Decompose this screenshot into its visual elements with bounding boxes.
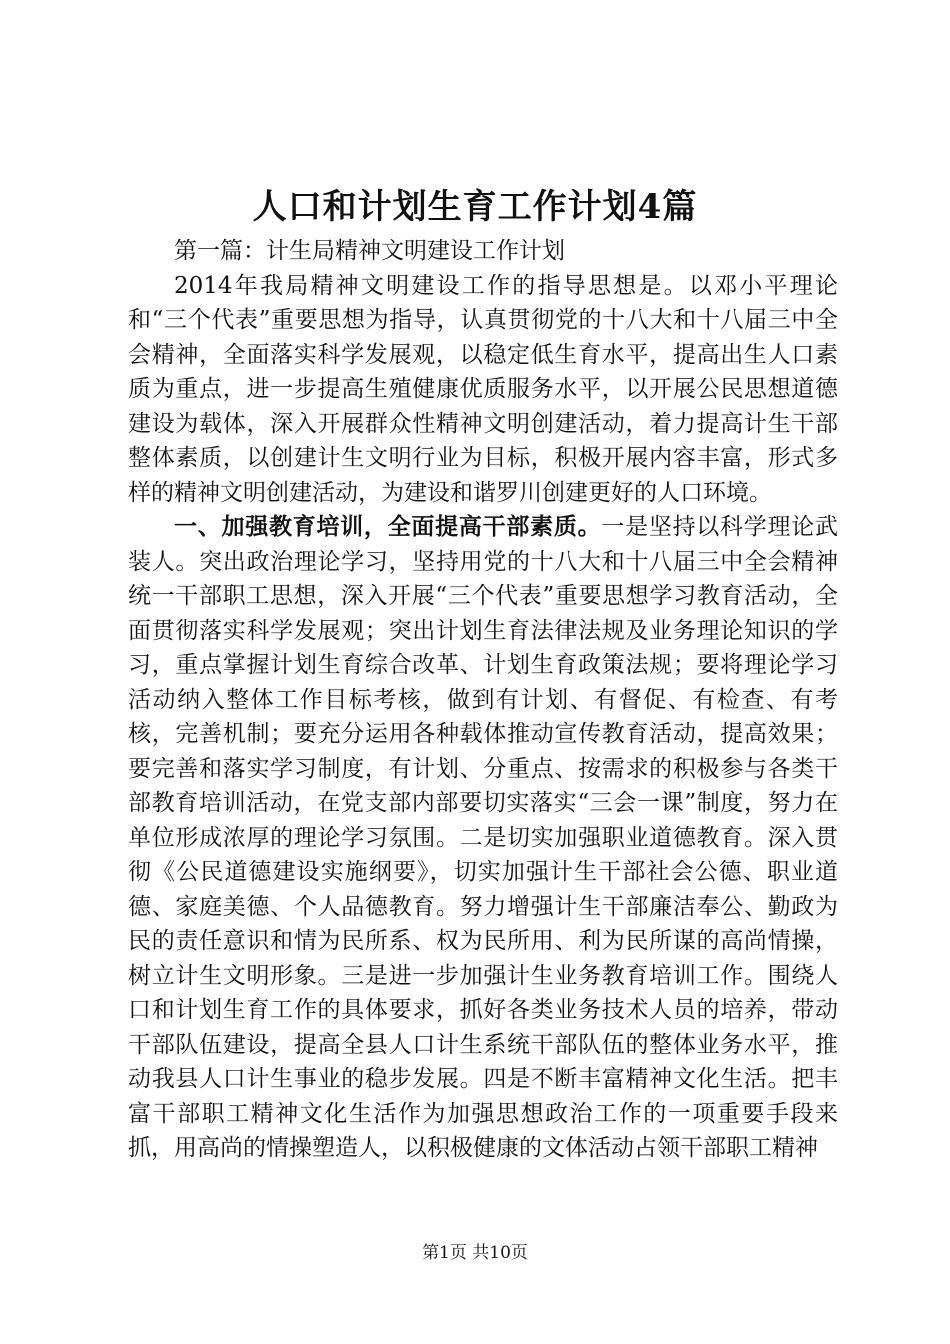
- paragraph-guiding-thought: 2014年我局精神文明建设工作的指导思想是。以邓小平理论和“三个代表”重要思想为指导，认真贯彻党的十八大和十八届三中全会精神，全面落实科学发展观，以稳定低生育水平，提高出生人口素质为重点，进一步提高生殖健康优质服务水平，以开展公民思想道德建设为载体，深入开展群众性精神文明创建活动，着力提高计生干部整体素质，以创建计生文明行业为目标，积极开展内容丰富，形式多样的精神文明创建活动，为建设和谐罗川创建更好的人口环境。: [128, 272, 838, 506]
- paragraph-education-training: [128, 510, 838, 1166]
- page-number-footer: 第1页 共10页: [422, 1243, 528, 1263]
- document-body: [128, 234, 838, 1166]
- paragraph-lead-heading: 一、加强教育培训，全面提高干部素质。: [174, 513, 602, 540]
- section-heading: 第一篇：计生局精神文明建设工作计划: [174, 238, 565, 264]
- paragraph-body-text: 一是坚持以科学理论武装人。突出政治理论学习，坚持用党的十八大和十八届三中全会精神统一干部职工思想，深入开展“三个代表”重要思想学习教育活动，全面贯彻落实科学发展观；突出计划生育法律法规及业务理论知识的学习，重点掌握计划生育综合改革、计划生育政策法规；要将理论学习活动纳入整体工作目标考核，做到有计划、有督促、有检查、有考核，完善机制；要充分运用各种载体推动宣传教育活动，提高效果；要完善和落实学习制度，有计划、分重点、按需求的积极参与各类干部教育培训活动，在党支部内部要切实落实“三会一课”制度，努力在单位形成浓厚的理论学习氛围。二是切实加强职业道德教育。深入贯彻《公民道德建设实施纲要》，切实加强计生干部社会公德、职业道德、家庭美德、个人品德教育。努力增强计生干部廉洁奉公、勤政为民的责任意识和情为民所系、权为民所用、利为民所谋的高尚情操，树立计生文明形象。三是进一步加强计生业务教育培训工作。围绕人口和计划生育工作的具体要求，抓好各类业务技术人员的培养，带动干部队伍建设，提高全县人口计生系统干部队伍的整体业务水平，推动我县人口计生事业的稳步发展。四是不断丰富精神文化生活。把丰富干部职工精神文化生活作为加强思想政治工作的一项重要手段来抓，用高尚的情操塑造人，以积极健康的文体活动占领干部职工精神: [128, 514, 839, 1161]
- document-title: 人口和计划生育工作计划4篇: [252, 187, 698, 227]
